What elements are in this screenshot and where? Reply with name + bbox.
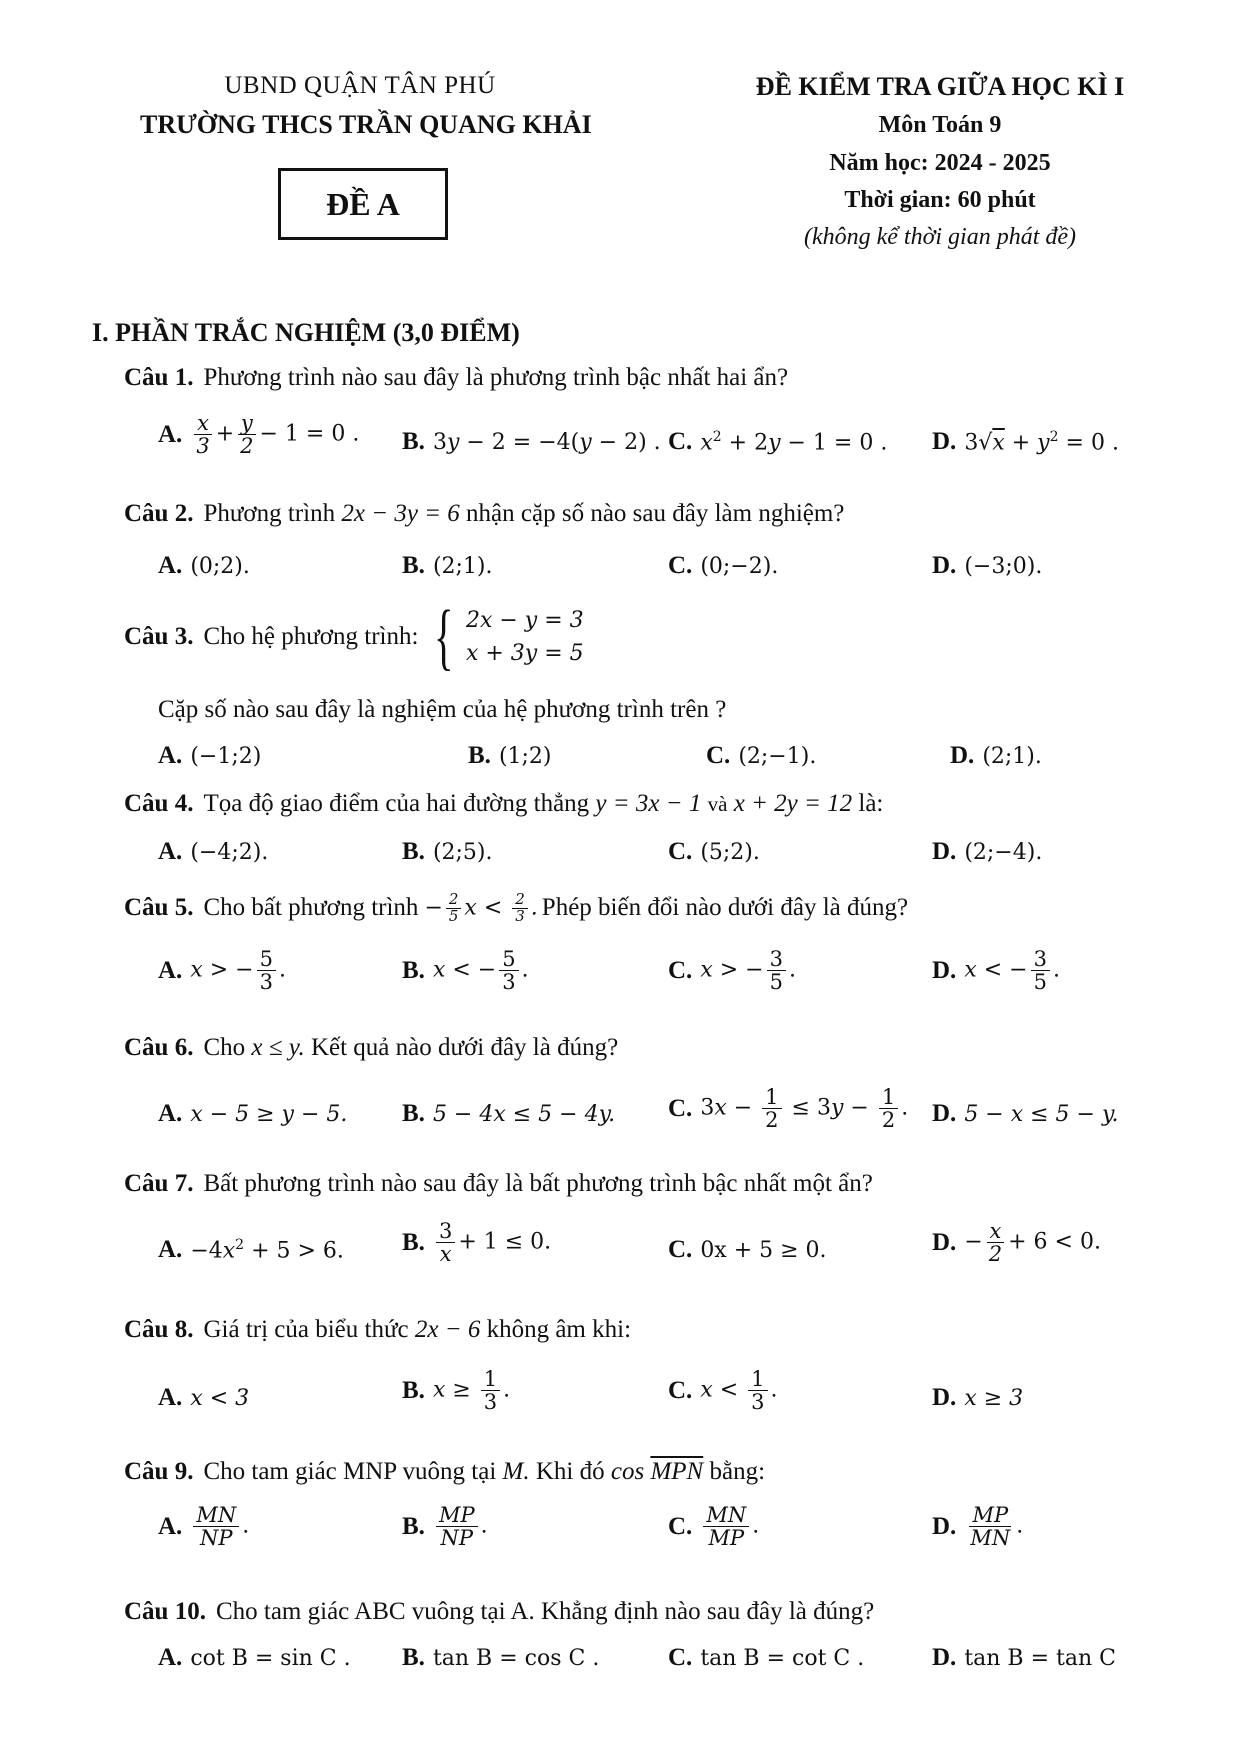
question-3: Câu 3. Cho hệ phương trình: { 2x − y = 3 x + 3y = 5 xyxy=(124,596,584,678)
q4-option-c: C. (5;2). xyxy=(668,838,760,865)
q1-option-d: D. $3√x + y^2 = 0$ . xyxy=(932,428,1119,456)
q8-option-b: B. x ≥ $\frac{1}{3}$ . xyxy=(402,1367,511,1415)
question-1 xyxy=(124,364,788,392)
q2-option-b: B. (2;1). xyxy=(402,552,493,579)
q7-option-b: B. $\frac{3}{x}$ + 1 ≤ 0. xyxy=(402,1219,552,1267)
q5-inequality: − $\frac{2}{5}$ x < $\frac{2}{3}$ . xyxy=(424,890,538,925)
q3-option-b: B. (1;2) xyxy=(468,742,552,769)
q1-option-c: C. $x^2 + 2y - 1 = 0$ . xyxy=(668,428,888,456)
q7-option-a: A. $-4x^2 + 5 > 6$. xyxy=(158,1236,344,1264)
q6-option-b: B. 5 − 4x ≤ 5 − 4y. xyxy=(402,1100,616,1127)
q3-option-a: A. (−1;2) xyxy=(158,742,262,769)
question-label: Câu 1. xyxy=(124,364,194,391)
duration-note: (không kể thời gian phát đề) xyxy=(803,224,1077,250)
district-name: UBND QUẬN TÂN PHÚ xyxy=(224,72,496,99)
q9-option-b: B. $\frac{MP}{NP}$ . xyxy=(402,1503,488,1551)
equation-system xyxy=(426,596,584,678)
q2-equation: 2x − 3y = 6 xyxy=(341,500,460,527)
q8-option-a: A. x < 3 xyxy=(158,1384,250,1411)
question-7: Câu 7. Bất phương trình nào sau đây là bất phương trình bậc nhất một ẩn? xyxy=(124,1170,873,1197)
line-1: y = 3x − 1 xyxy=(595,790,702,817)
subject: Môn Toán 9 xyxy=(878,112,1002,138)
question-8: Câu 8. Giá trị của biểu thức 2x − 6 không âm khi: xyxy=(124,1316,632,1343)
q6-option-a: A. x − 5 ≥ y − 5. xyxy=(158,1100,348,1127)
q7-option-c: C. 0x + 5 ≥ 0. xyxy=(668,1236,827,1263)
q4-option-a: A. (−4;2). xyxy=(158,838,269,865)
system-eq-1: 2x − y = 3 xyxy=(465,608,584,633)
q9-option-d: D. $\frac{MP}{MN}$ . xyxy=(932,1503,1024,1551)
q1-option-b: B. 3y − 2 = −4(y − 2) . xyxy=(402,428,661,455)
q5-option-a: A. x > − $\frac{5}{3}$ . xyxy=(158,947,286,995)
question-6: Câu 6. Cho x ≤ y. Kết quả nào dưới đây là đúng? xyxy=(124,1034,619,1061)
q7-option-d: D. − $\frac{x}{2}$ + 6 < 0. xyxy=(932,1219,1101,1267)
q2-option-a: A. (0;2). xyxy=(158,552,250,579)
duration: Thời gian: 60 phút xyxy=(844,187,1036,213)
angle-mpn: $\overline{MPN}$ xyxy=(650,1458,704,1485)
q3-option-d: D. (2;1). xyxy=(950,742,1042,769)
school-name: TRƯỜNG THCS TRẦN QUANG KHẢI xyxy=(140,110,592,139)
question-4: Câu 4. Tọa độ giao điểm của hai đường thẳng y = 3x − 1 và x + 2y = 12 là: xyxy=(124,790,884,817)
question-9: Câu 9. Cho tam giác MNP vuông tại M. Khi đó $\cos \overline{MPN}$ bằng: xyxy=(124,1458,766,1485)
question-text: Phương trình nào sau đây là phương trình bậc nhất hai ẩn? xyxy=(203,364,789,391)
q10-option-a: A. cot B = sin C . xyxy=(158,1644,351,1671)
q6-option-c: C. 3x − $\frac{1}{2}$ ≤ 3y − $\frac{1}{2}$ . xyxy=(668,1085,909,1133)
question-2: Câu 2. Phương trình 2x − 3y = 6 nhận cặp số nào sau đây làm nghiệm? xyxy=(124,500,845,527)
q9-option-a: A. $\frac{MN}{NP}$ . xyxy=(158,1503,250,1551)
q4-option-b: B. (2;5). xyxy=(402,838,493,865)
question-10: Câu 10. Cho tam giác ABC vuông tại A. Khẳng định nào sau đây là đúng? xyxy=(124,1598,875,1625)
question-5: Câu 5. Cho bất phương trình − $\frac{2}{5}$ x < $\frac{2}{3}$ . Phép biến đổi nào dưới đây là đúng? xyxy=(124,890,909,925)
line-2: x + 2y = 12 xyxy=(733,790,853,817)
q4-option-d: D. (2;−4). xyxy=(932,838,1043,865)
q6-option-d: D. 5 − x ≤ 5 − y. xyxy=(932,1100,1119,1127)
q8-option-c: C. x < $\frac{1}{3}$ . xyxy=(668,1367,778,1415)
brace-symbol: { xyxy=(434,596,454,678)
q3-prompt: Cặp số nào sau đây là nghiệm của hệ phương trình trên ? xyxy=(158,696,727,723)
q9-option-c: C. $\frac{MN}{MP}$ . xyxy=(668,1503,760,1551)
section-title: I. PHẦN TRẮC NGHIỆM (3,0 ĐIỂM) xyxy=(92,318,520,347)
q1-option-a: A. $\frac{x}{3}$ + $\frac{y}{2}$ − 1 = 0 . xyxy=(158,411,360,459)
exam-code-box: ĐỀ A xyxy=(278,168,448,240)
q5-option-b: B. x < − $\frac{5}{3}$ . xyxy=(402,947,529,995)
q10-option-d: D. tan B = tan C xyxy=(932,1644,1116,1671)
school-year: Năm học: 2024 - 2025 xyxy=(829,150,1051,176)
q8-option-d: D. x ≥ 3 xyxy=(932,1384,1024,1411)
exam-title: ĐỀ KIỂM TRA GIỮA HỌC KÌ I xyxy=(755,72,1125,101)
q10-option-b: B. tan B = cos C . xyxy=(402,1644,600,1671)
q5-option-d: D. x < − $\frac{3}{5}$ . xyxy=(932,947,1060,995)
q5-option-c: C. x > − $\frac{3}{5}$ . xyxy=(668,947,796,995)
q2-option-d: D. (−3;0). xyxy=(932,552,1043,579)
q3-option-c: C. (2;−1). xyxy=(706,742,817,769)
q10-option-c: C. tan B = cot C . xyxy=(668,1644,865,1671)
q2-option-c: C. (0;−2). xyxy=(668,552,779,579)
system-eq-2: x + 3y = 5 xyxy=(465,641,584,666)
